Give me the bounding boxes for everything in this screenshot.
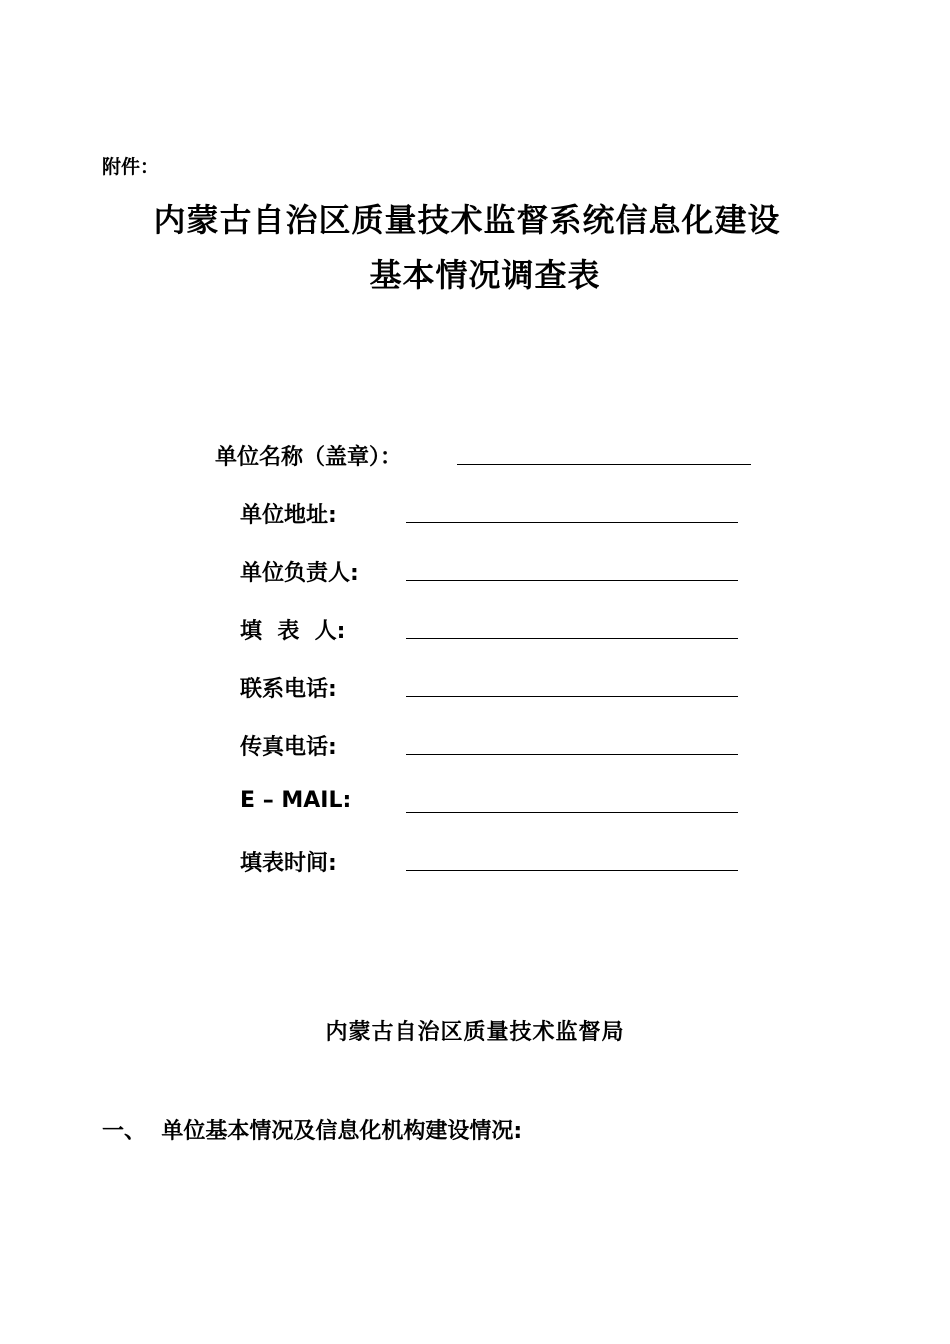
fill-date-label: 填表时间: [240, 851, 337, 876]
section-heading-1: 一、 单位基本情况及信息化机构建设情况: [102, 1119, 523, 1144]
fill-date-line [406, 870, 738, 871]
unit-address-label: 单位地址: [240, 503, 337, 528]
email-label: E – MAIL: [240, 788, 352, 813]
fax-phone-label: 传真电话: [240, 735, 337, 760]
filler-line [406, 638, 738, 639]
document-title-line-2: 基本情况调查表 [369, 256, 601, 294]
issuing-authority: 内蒙古自治区质量技术监督局 [325, 1020, 625, 1045]
email-line [406, 812, 738, 813]
fax-phone-line [406, 754, 738, 755]
unit-name-line [457, 464, 751, 465]
unit-head-line [406, 580, 738, 581]
unit-address-line [406, 522, 738, 523]
filler-label: 填 表 人: [240, 619, 346, 644]
document-title-line-1: 内蒙古自治区质量技术监督系统信息化建设 [153, 201, 781, 239]
contact-phone-label: 联系电话: [240, 677, 337, 702]
unit-name-label: 单位名称（盖章）： [215, 445, 403, 470]
attachment-label: 附件： [102, 156, 160, 178]
contact-phone-line [406, 696, 738, 697]
unit-head-label: 单位负责人: [240, 561, 359, 586]
